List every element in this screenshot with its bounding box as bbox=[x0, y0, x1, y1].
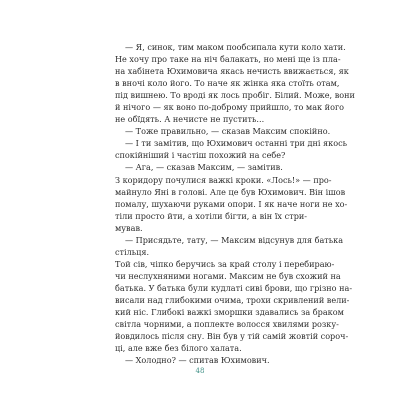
page-number: 48 bbox=[195, 367, 205, 375]
text-line: світла чорними, а поплекте волосся хвилями розку- bbox=[115, 319, 339, 330]
text-line: майнуло Яні в голові. Але це був Юхимович. Він ішов bbox=[115, 186, 346, 197]
text-line: кий ніс. Глибокі важкі зморшки здавались за браком bbox=[115, 307, 344, 318]
text-line: — І ти замітив, що Юхимович останні три дні якось bbox=[125, 138, 348, 149]
text-line: Не хочу про таке на ніч балакать, но мені ще із пла- bbox=[115, 54, 341, 65]
text-line: ці, але вже без білого халата. bbox=[115, 343, 242, 354]
text-line: тіли просто йти, а хотіли бігти, а він їх стри- bbox=[115, 210, 307, 221]
text-line: — Присядьте, тату, — Максим відсунув для батька bbox=[125, 234, 344, 245]
text-line: — Холодно? — спитав Юхимович. bbox=[125, 355, 270, 366]
text-line: Той сів, чіпко беручись за край столу і перебираю- bbox=[115, 258, 335, 269]
text-line: мував. bbox=[115, 222, 143, 233]
text-line: на хабінета Юхимовича якась нечисть ввижається, як bbox=[115, 66, 349, 77]
text-line: чи неслухняними ногами. Максим не був схожий на bbox=[115, 270, 341, 281]
text-line: йовдилось після сну. Він був у тій самій жовтій сороч- bbox=[115, 331, 349, 342]
body-text bbox=[115, 41, 355, 366]
text-line: висали над глибокими очима, трохи скривлений вели- bbox=[115, 294, 350, 305]
text-line: помалу, шухаючи руками опори. І як наче ноги не хо- bbox=[115, 198, 348, 209]
text-line: батька. У батька були кудлаті сиві брови, що грізно на- bbox=[115, 282, 353, 293]
text-line: під вишнею. То вроді як лось пробіг. Білий. Може, вони bbox=[115, 90, 355, 101]
text-line: стільця. bbox=[115, 246, 150, 257]
text-line: спокійніший і частіш похожий на себе? bbox=[115, 150, 286, 161]
text-line: — Я, синок, тим маком пообсипала кути коло хати. bbox=[125, 42, 346, 52]
text-line: — Тоже правильно, — сказав Максим спокійно. bbox=[125, 126, 331, 137]
text-line: — Ага, — сказав Максим, — замітив. bbox=[125, 162, 283, 173]
text-line: в вночі коло його. То наче як жінка яка стоїть отам, bbox=[115, 78, 340, 89]
text-line: й нічого — як воно по-доброму прийшло, то мак його bbox=[115, 102, 345, 113]
text-line: не обїдять. А нечисте не пустить... bbox=[115, 114, 265, 125]
text-line: З коридору почулися важкі кроки. «Лось!» — про- bbox=[115, 174, 332, 185]
